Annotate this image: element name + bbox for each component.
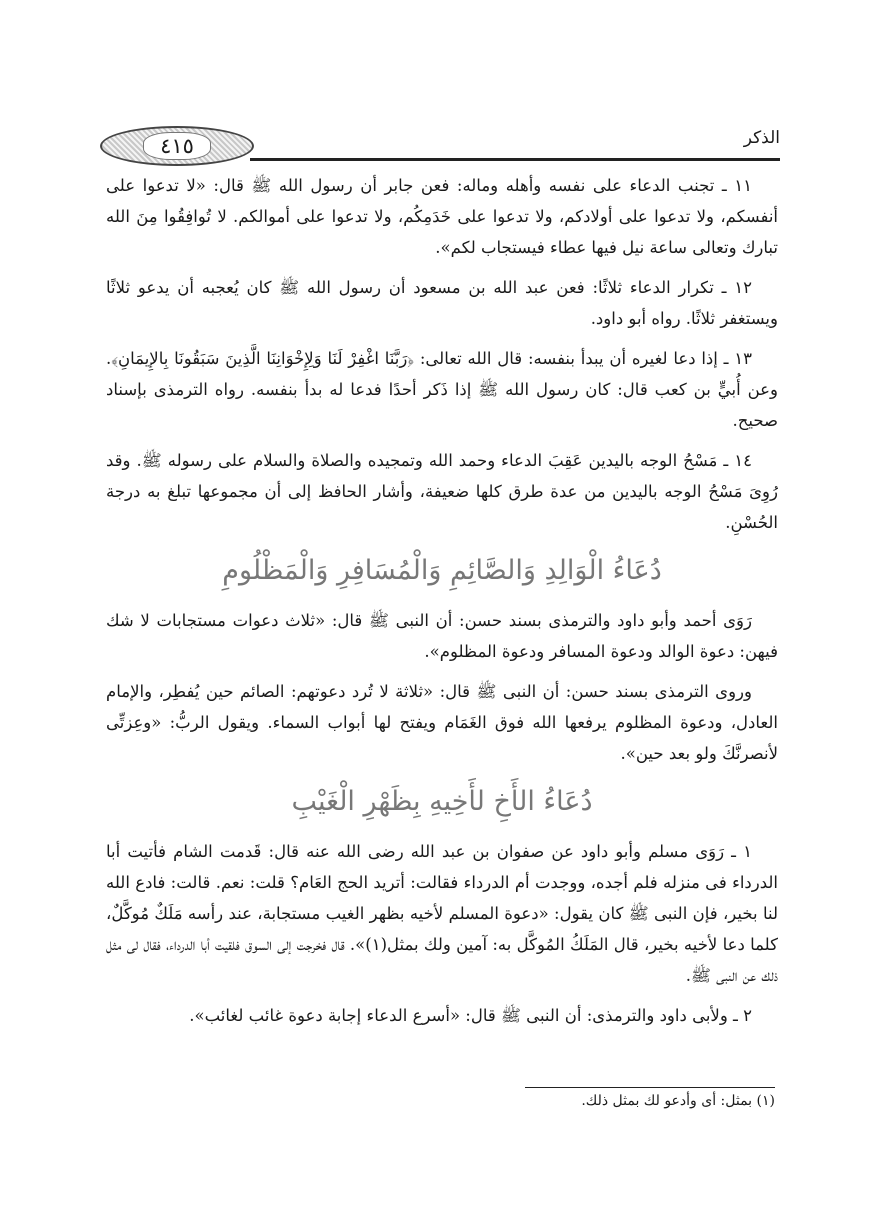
paragraph-safwan-hadith: ١ ـ رَوَى مسلم وأبو داود عن صفوان بن عبد الله رضى الله عنه قال: قَدمت الشام فأتيت أبا الدرداء فى منزله فلم أجده، ووجدت أم الدرداء فقالت: أتريد الحج العَام؟ قلت: نعم. قالت: فادع الله لنا بخير، فإن النبى ﷺ كان يقول: «دعوة المسلم لأخيه بظهر الغيب مستجابة، عند رأسه مَلَكٌ مُوكَّلٌ، كلما دعا لأخيه بخير، قال المَلَكُ المُوكَّل به: آمين ولك بمثل(١)». قال فخرجت إلى السوق فلقيت أبا الدرداء، فقال لى مثل ذلك عن النبى ﷺ. [106, 842, 778, 985]
paragraph-14: ١٤ ـ مَسْحُ الوجه باليدين عَقِبَ الدعاء وحمد الله وتمجيده والصلاة والسلام على رسوله ﷺ. وقد رُوِىَ مَسْحُ الوجه باليدين من عدة طرق كلها ضعيفة، وأشار الحافظ إلى أن مجموعها تبلغ به درجة الحُسْنِ. [106, 451, 778, 532]
section-heading-brother-in-absence: دُعَاءُ الأَخِ لأَخِيهِ بِظَهْرِ الْغَيْبِ [291, 786, 593, 817]
paragraph-three-supplications: رَوَى أحمد وأبو داود والترمذى بسند حسن: أن النبى ﷺ قال: «ثلاث دعوات مستجابات لا شك فيهن: دعوة الوالد ودعوة المسافر ودعوة المظلوم». [106, 611, 778, 661]
paragraph-11: ١١ ـ تجنب الدعاء على نفسه وأهله وماله: فعن جابر أن رسول الله ﷺ قال: «لا تدعوا على أنفسكم، ولا تدعوا على أولادكم، ولا تدعوا على خَدَمِكُم، ولا تدعوا على أموالكم. لا تُوافِقُوا مِنَ الله تبارك وتعالى ساعة نيل فيها عطاء فيستجاب لكم». [106, 176, 778, 257]
section-heading-parent-fasting-traveler-oppressed: دُعَاءُ الْوَالِدِ وَالصَّائِمِ وَالْمُسَافِرِ وَالْمَظْلُومِ [222, 555, 662, 586]
page-number: ٤١٥ [143, 132, 211, 160]
footnote: (١) بمثل: أى وأدعو لك بمثل ذلك. [581, 1093, 775, 1109]
footnote-rule [525, 1087, 775, 1088]
paragraph-12: ١٢ ـ تكرار الدعاء ثلاثًا: فعن عبد الله بن مسعود أن رسول الله ﷺ كان يُعجبه أن يدعو ثلاثًا ويستغفر ثلاثًا. رواه أبو داود. [106, 278, 778, 328]
header-rule [250, 158, 780, 161]
paragraph-absent-supplication: ٢ ـ ولأبى داود والترمذى: أن النبى ﷺ قال: «أسرع الدعاء إجابة دعوة غائب لغائب». [189, 1006, 752, 1025]
paragraph-three-not-rejected: وروى الترمذى بسند حسن: أن النبى ﷺ قال: «ثلاثة لا تُرد دعوتهم: الصائم حين يُفطِر، والإمام العادل، ودعوة المظلوم يرفعها الله فوق الغَمَام ويفتح لها أبواب السماء. ويقول الربُّ: «وعِزتِّى لأنصرنَّكَ ولو بعد حين». [106, 682, 778, 763]
paragraph-13: ١٣ ـ إذا دعا لغيره أن يبدأ بنفسه: قال الله تعالى: ﴿رَبَّنَا اغْفِرْ لَنَا وَلِإِخْوَانِنَا الَّذِينَ سَبَقُونَا بِالإِيمَانِ﴾. وعن أُبيٍّ بن كعب قال: كان رسول الله ﷺ إذا ذَكر أحدًا فدعا له بدأ بنفسه. رواه الترمذى بإسناد صحيح. [106, 349, 778, 430]
main-text [106, 170, 778, 1040]
running-title: الذكر [743, 128, 780, 148]
page-number-badge [100, 126, 254, 166]
page-header [100, 122, 780, 172]
